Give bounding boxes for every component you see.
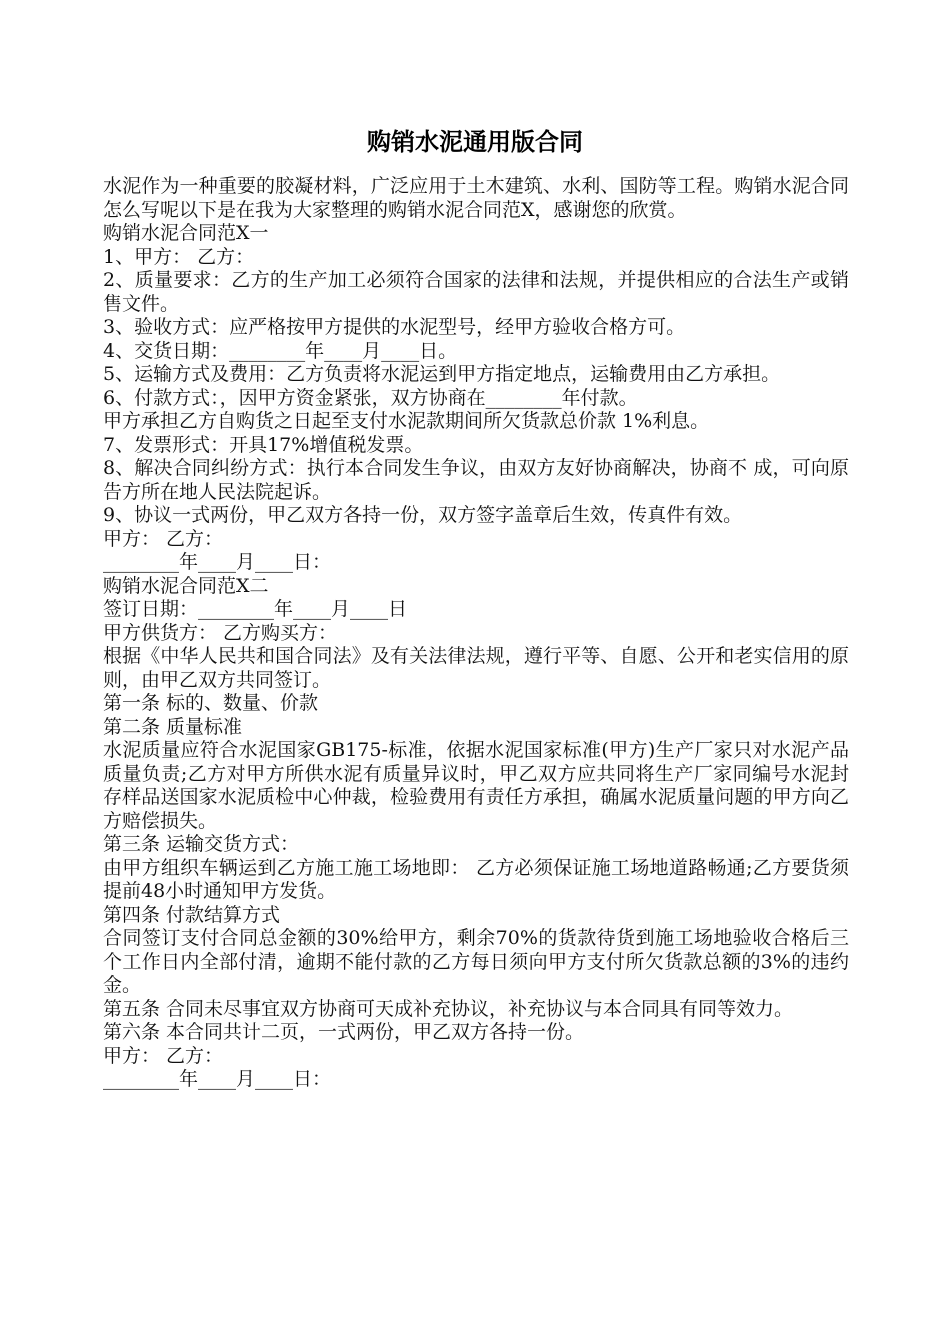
paragraph: ________年____月____日： — [103, 551, 332, 573]
paragraph: 第五条 合同未尽事宜双方协商可天成补充协议，补充协议与本合同具有同等效力。 — [103, 997, 794, 1020]
document-body — [103, 175, 849, 1092]
paragraph: 2、质量要求：乙方的生产加工必须符合国家的法律和法规，并提供相应的合法生产或销售文件。 — [103, 269, 849, 315]
paragraph: 第四条 付款结算方式 — [103, 903, 281, 926]
paragraph: 甲方： 乙方： — [103, 1044, 224, 1067]
paragraph: 第一条 标的、数量、价款 — [103, 692, 319, 714]
paragraph: 甲方承担乙方自购货之日起至支付水泥款期间所欠货款总价款 1%利息。 — [103, 410, 710, 432]
paragraph: 1、甲方： 乙方： — [103, 245, 255, 268]
paragraph: 6、付款方式：，因甲方资金紧张，双方协商在________年付款。 — [103, 386, 638, 409]
paragraph: 合同签订支付合同总金额的30%给甲方，剩余70%的货款待货到施工场地验收合格后三个工作日内全部付清，逾期不能付款的乙方每日须向甲方支付所欠货款总额的3%的违约金。 — [103, 927, 849, 996]
paragraph: 4、交货日期：________年____月____日。 — [103, 339, 458, 362]
paragraph: 水泥质量应符合水泥国家GB175-标准，依据水泥国家标准(甲方)生产厂家只对水泥产品质量负责;乙方对甲方所供水泥有质量异议时，甲乙双方应共同将生产厂家同编号水泥封存样品送国家水泥质检中心仲裁，检验费用有责任方承担，确属水泥质量问题的甲方向乙方赔偿损失。 — [103, 739, 849, 832]
paragraph: 7、发票形式：开具17%增值税发票。 — [103, 433, 424, 456]
document-title: 购销水泥通用版合同 — [367, 128, 583, 157]
paragraph: 甲方供货方： 乙方购买方： — [103, 621, 338, 644]
paragraph: 5、运输方式及费用：乙方负责将水泥运到甲方指定地点，运输费用由乙方承担。 — [103, 363, 781, 385]
paragraph: 购销水泥合同范X一 — [103, 222, 269, 244]
paragraph: 8、解决合同纠纷方式：执行本合同发生争议，由双方友好协商解决，协商不 成，可向原告方所在地人民法院起诉。 — [103, 457, 849, 503]
paragraph: 第二条 质量标准 — [103, 715, 243, 738]
paragraph: 由甲方组织车辆运到乙方施工施工场地即： 乙方必须保证施工场地道路畅通;乙方要货须提前48小时通知甲方发货。 — [103, 856, 849, 902]
paragraph: 第六条 本合同共计二页，一式两份，甲乙双方各持一份。 — [103, 1021, 585, 1043]
paragraph: 购销水泥合同范X二 — [103, 574, 269, 597]
paragraph: 3、验收方式：应严格按甲方提供的水泥型号，经甲方验收合格方可。 — [103, 316, 686, 338]
paragraph: 甲方： 乙方： — [103, 527, 224, 550]
paragraph: 9、协议一式两份，甲乙双方各持一份，双方签字盖章后生效，传真件有效。 — [103, 504, 743, 526]
paragraph: 水泥作为一种重要的胶凝材料，广泛应用于土木建筑、水利、国防等工程。购销水泥合同怎么写呢以下是在我为大家整理的购销水泥合同范X，感谢您的欣赏。 — [103, 175, 849, 221]
paragraph: ________年____月____日： — [103, 1068, 332, 1090]
paragraph: 签订日期：________年____月____日 — [103, 598, 408, 620]
paragraph: 第三条 运输交货方式： — [103, 833, 300, 855]
paragraph: 根据《中华人民共和国合同法》及有关法律法规，遵行平等、自愿、公开和老实信用的原则，由甲乙双方共同签订。 — [103, 645, 849, 691]
